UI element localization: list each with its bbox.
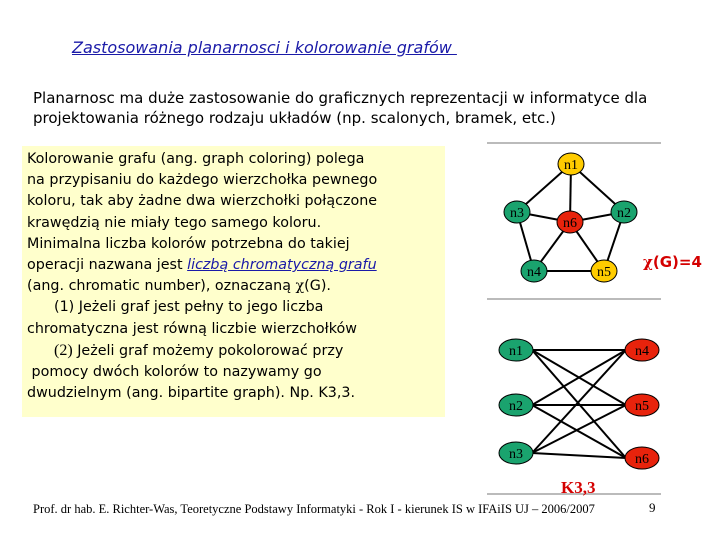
box-line-1: Kolorowanie grafu (ang. graph coloring) polega bbox=[27, 151, 365, 167]
graph2-node-n3 bbox=[499, 442, 533, 464]
graph1-node-n4 bbox=[521, 260, 547, 282]
box-line-7-suffix: (G). bbox=[304, 278, 331, 295]
chi-label-value: (G)=4 bbox=[652, 253, 702, 271]
graph1-label-n2: n2 bbox=[617, 206, 631, 221]
box-line-8: (1) Jeżeli graf jest pełny to jego liczba bbox=[54, 299, 324, 316]
box-line-3: koloru, tak aby żadne dwa wierzchołki połączone bbox=[27, 193, 378, 210]
graph2-edges bbox=[532, 350, 626, 458]
page-number: 9 bbox=[649, 500, 656, 515]
edge-k-n3-n6 bbox=[532, 453, 626, 458]
graph2-label-n3: n3 bbox=[509, 447, 523, 462]
graph1-label-n1: n1 bbox=[564, 158, 578, 173]
k33-label: K3,3 bbox=[561, 478, 596, 497]
box-line-5: Minimalna liczba kolorów potrzebna do takiej bbox=[27, 235, 350, 252]
box-line-10-number: (2) bbox=[54, 341, 73, 359]
slide-title: Zastosowania planarnosci i kolorowanie grafów bbox=[72, 38, 457, 57]
chromatic-number-link[interactable]: liczbą chromatyczną grafu bbox=[187, 257, 377, 274]
box-line-4: krawędzią nie miały tego samego koloru. bbox=[27, 214, 322, 231]
graph2-node-n5 bbox=[625, 394, 659, 416]
graph1-node-n1 bbox=[558, 153, 584, 175]
graph1-node-n3 bbox=[504, 201, 530, 223]
box-line-11: pomocy dwóch kolorów to nazywamy go bbox=[27, 364, 322, 381]
graph2-label-n2: n2 bbox=[509, 399, 523, 414]
graph2-node-n4 bbox=[625, 339, 659, 361]
chi-symbol: χ bbox=[295, 278, 305, 295]
chi-label-symbol: χ bbox=[643, 253, 653, 271]
graph1-label-n6: n6 bbox=[563, 216, 577, 231]
footer-text: Prof. dr hab. E. Richter-Was, Teoretyczne Podstawy Informatyki - Rok I - kierunek IS w IFAiIS UJ – 2006/2007 bbox=[33, 502, 595, 516]
graph1-node-n5 bbox=[591, 260, 617, 282]
intro-paragraph: Planarnosc ma duże zastosowanie do graficznych reprezentacji w informatyce dla projektowania różnego rodzaju układów (np. scalonych, bramek, etc.) bbox=[33, 89, 648, 127]
box-line-7-prefix: (ang. chromatic number), oznaczaną bbox=[27, 278, 296, 295]
graph2-label-n5: n5 bbox=[635, 399, 649, 414]
box-line-12: dwudzielnym (ang. bipartite graph). Np. K3,3. bbox=[27, 385, 356, 402]
box-line-6-prefix: operacji nazwana jest bbox=[27, 257, 188, 274]
graph2-label-n1: n1 bbox=[509, 344, 523, 359]
graph1-label-n3: n3 bbox=[510, 206, 524, 221]
graph2-node-n1 bbox=[499, 339, 533, 361]
chromatic-number-label bbox=[643, 253, 702, 271]
graph2-label-n4: n4 bbox=[635, 344, 649, 359]
graph1-node-n6 bbox=[557, 211, 583, 233]
graph2-node-n2 bbox=[499, 394, 533, 416]
graph1-label-n4: n4 bbox=[527, 265, 541, 280]
graph2-label-n6: n6 bbox=[635, 452, 649, 467]
box-line-2: na przypisaniu do każdego wierzchołka pewnego bbox=[27, 172, 378, 189]
graph2-node-n6 bbox=[625, 447, 659, 469]
graph1-node-n2 bbox=[611, 201, 637, 223]
graph1-label-n5: n5 bbox=[597, 265, 611, 280]
box-line-9: chromatyczna jest równą liczbie wierzchołków bbox=[27, 320, 357, 337]
box-line-10-text: Jeżeli graf możemy pokolorować przy bbox=[72, 342, 344, 359]
